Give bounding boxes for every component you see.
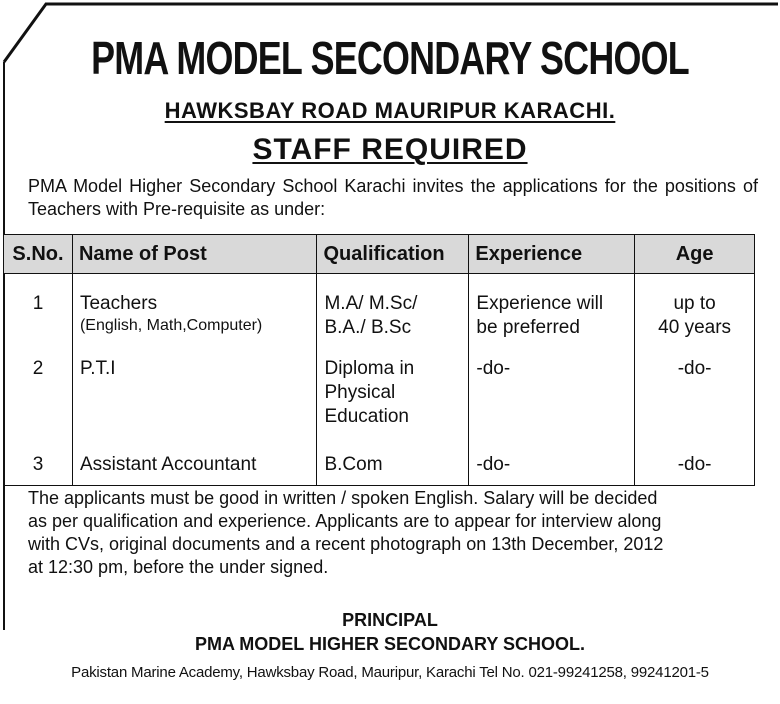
header-experience: Experience — [469, 235, 635, 274]
row-age: -do- — [635, 355, 755, 451]
table-header-row — [4, 235, 755, 274]
header-sno: S.No. — [4, 235, 73, 274]
row-sno: 2 — [4, 355, 73, 451]
positions-table — [3, 234, 755, 486]
row-post: Assistant Accountant — [72, 451, 317, 486]
staff-required-heading — [0, 133, 780, 167]
qualification-line: Diploma in — [324, 357, 415, 379]
post-detail: (English, Math,Computer) — [79, 316, 263, 334]
experience-line: be preferred — [476, 316, 580, 338]
signatory-title: PRINCIPAL — [342, 610, 438, 630]
qualification-line: M.A/ M.Sc/ — [324, 292, 418, 314]
header-post: Name of Post — [72, 235, 317, 274]
header-age: Age — [635, 235, 755, 274]
row-post: P.T.I — [72, 355, 317, 451]
experience-line: Experience will — [476, 292, 604, 314]
terms-line: The applicants must be good in written / spoken English. Salary will be decided — [28, 488, 658, 508]
row-sno: 3 — [4, 451, 73, 486]
row-qualification: B.Com — [317, 451, 469, 486]
row-qualification — [317, 355, 469, 451]
table-row — [4, 290, 755, 355]
intro-paragraph: PMA Model Higher Secondary School Karachi invites the applications for the positions of Teachers with Pre-requisite as under: — [28, 176, 758, 219]
post-name: Teachers — [79, 292, 158, 314]
header-qualification: Qualification — [317, 235, 469, 274]
qualification-line: Education — [324, 405, 409, 427]
age-line: 40 years — [658, 316, 732, 338]
qualification-line: B.A./ B.Sc — [324, 316, 412, 338]
terms-line: with CVs, original documents and a recent photograph on 13th December, 2012 — [28, 534, 664, 554]
table-row — [4, 355, 755, 451]
qualification-line: Physical — [324, 381, 396, 403]
row-experience: -do- — [469, 451, 635, 486]
terms-line: as per qualification and experience. Applicants are to appear for interview along — [28, 511, 662, 531]
table-row — [4, 451, 755, 486]
contact-footer: Pakistan Marine Academy, Hawksbay Road, Mauripur, Karachi Tel No. 021-99241258, 99241201-5 — [71, 664, 709, 681]
row-experience — [469, 290, 635, 355]
age-line: up to — [673, 292, 716, 314]
staff-required-text: STAFF REQUIRED — [252, 133, 528, 166]
row-post — [72, 290, 317, 355]
row-age: -do- — [635, 451, 755, 486]
terms-line: at 12:30 pm, before the under signed. — [28, 557, 329, 577]
row-sno: 1 — [4, 290, 73, 355]
row-experience: -do- — [469, 355, 635, 451]
terms-paragraph — [28, 487, 756, 579]
row-qualification — [317, 290, 469, 355]
row-age — [635, 290, 755, 355]
signatory-school: PMA MODEL HIGHER SECONDARY SCHOOL. — [194, 634, 586, 654]
school-name-title: PMA MODEL SECONDARY SCHOOL — [91, 32, 689, 84]
school-address-text: HAWKSBAY ROAD MAURIPUR KARACHI. — [164, 98, 616, 123]
school-address — [0, 98, 780, 124]
